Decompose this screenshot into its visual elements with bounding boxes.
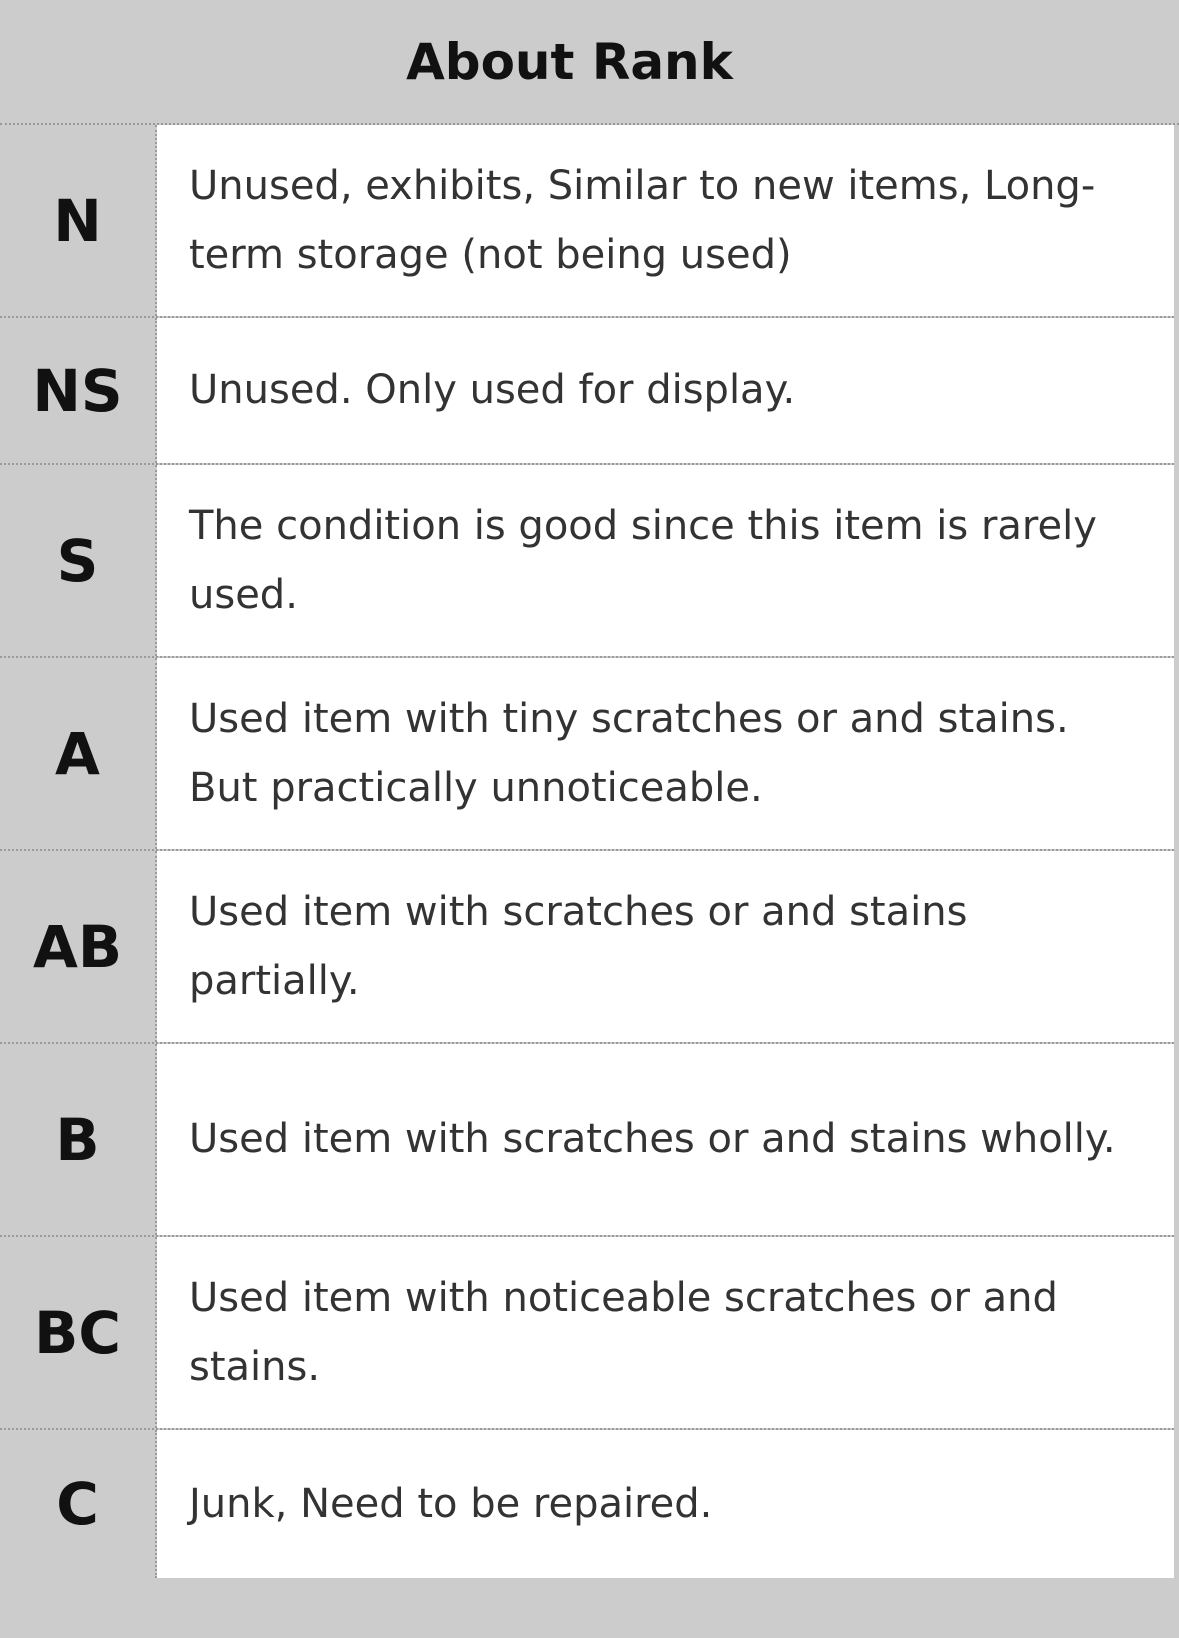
page-title: About Rank <box>406 32 733 91</box>
rank-code: BC <box>0 1237 157 1428</box>
rank-row-c <box>0 1430 1174 1578</box>
rank-description: The condition is good since this item is rarely used. <box>157 465 1174 656</box>
rank-code: NS <box>0 318 157 463</box>
rank-description: Junk, Need to be repaired. <box>157 1430 1174 1578</box>
rank-row-bc <box>0 1237 1174 1430</box>
rank-code: AB <box>0 851 157 1042</box>
rank-code: B <box>0 1044 157 1235</box>
rank-code: N <box>0 125 157 316</box>
rank-description: Unused. Only used for display. <box>157 318 1174 463</box>
rank-description: Used item with scratches or and stains partially. <box>157 851 1174 1042</box>
rank-code: C <box>0 1430 157 1578</box>
rank-row-n <box>0 125 1174 318</box>
rank-row-ab <box>0 851 1174 1044</box>
rank-description: Used item with noticeable scratches or and stains. <box>157 1237 1174 1428</box>
rank-description: Unused, exhibits, Similar to new items, Long-term storage (not being used) <box>157 125 1174 316</box>
rank-description: Used item with scratches or and stains wholly. <box>157 1044 1174 1235</box>
rank-row-b <box>0 1044 1174 1237</box>
rank-row-s <box>0 465 1174 658</box>
rank-row-ns <box>0 318 1174 465</box>
rank-code: A <box>0 658 157 849</box>
rank-code: S <box>0 465 157 656</box>
rank-description: Used item with tiny scratches or and stains. But practically unnoticeable. <box>157 658 1174 849</box>
rank-row-a <box>0 658 1174 851</box>
title-bar <box>0 0 1179 125</box>
rank-rows <box>0 125 1174 1578</box>
